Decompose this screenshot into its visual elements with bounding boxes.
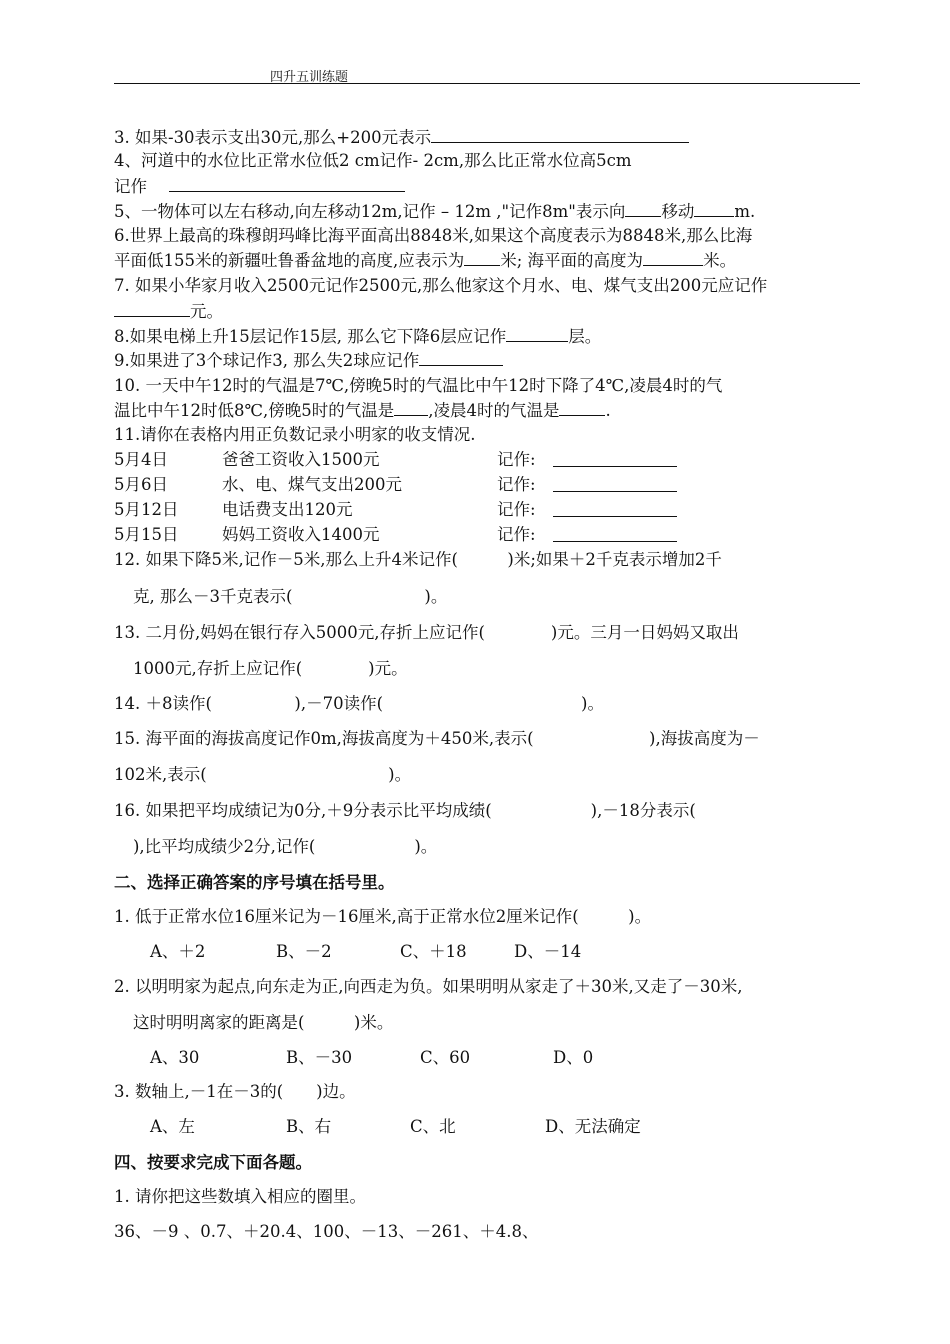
question-text: 移动: [661, 202, 695, 221]
page-header: 四升五训练题: [270, 70, 349, 85]
ledger-item: 电话费支出120元: [222, 500, 353, 519]
question-15: [114, 728, 760, 750]
question-16-cont: [133, 836, 437, 858]
option-c[interactable]: C、＋18: [400, 942, 467, 961]
answer-blank[interactable]: [694, 200, 734, 217]
answer-blank[interactable]: [394, 399, 428, 416]
question-text: 4、河道中的水位比正常水位低2 cm记作- 2cm,那么比正常水位高5cm: [114, 151, 632, 170]
question-5: [114, 200, 755, 223]
choice-question-1: [114, 906, 651, 928]
question-text: 这时明明离家的距离是( )米。: [133, 1013, 394, 1032]
ledger-label: 记作:: [497, 450, 536, 469]
answer-blank[interactable]: [419, 349, 503, 366]
answer-blank[interactable]: [169, 175, 405, 192]
question-text: ),比平均成绩少2分,记作( )。: [133, 837, 438, 856]
question-text: 13. 二月份,妈妈在银行存入5000元,存折上应记作( )元。三月一日妈妈又取出: [114, 623, 739, 642]
ledger-answer-blank[interactable]: [553, 475, 677, 492]
option-c[interactable]: C、60: [420, 1048, 471, 1067]
question-text: 12. 如果下降5米,记作－5米,那么上升4米记作( )米;如果＋2千克表示增加2千: [114, 550, 722, 569]
question-10: [114, 375, 722, 397]
question-text: m.: [734, 202, 756, 221]
question-text: 102米,表示( )。: [114, 765, 412, 784]
question-text: 2. 以明明家为起点,向东走为正,向西走为负。如果明明从家走了＋30米,又走了－30米,: [114, 977, 743, 996]
question-text: 7. 如果小华家月收入2500元记作2500元,那么他家这个月水、电、煤气支出200元应记作: [114, 276, 768, 295]
question-12-cont: [133, 586, 447, 608]
ledger-date: 5月4日: [114, 450, 168, 469]
ledger-date: 5月15日: [114, 525, 179, 544]
option-b[interactable]: B、－2: [276, 942, 332, 961]
question-12: [114, 549, 722, 571]
ledger-item: 爸爸工资收入1500元: [222, 450, 380, 469]
option-d[interactable]: D、0: [553, 1048, 594, 1067]
question-text: 温比中午12时低8℃,傍晚5时的气温是: [114, 401, 395, 420]
ledger-item: 妈妈工资收入1400元: [222, 525, 380, 544]
choice-question-2-cont: [133, 1012, 393, 1034]
choice-question-3: [114, 1081, 356, 1103]
question-16: [114, 800, 696, 822]
question-9: [114, 349, 503, 372]
answer-blank[interactable]: [625, 200, 661, 217]
choice-question-2: [114, 976, 742, 998]
question-text: 米; 海平面的高度为: [500, 251, 644, 270]
option-d[interactable]: D、－14: [514, 942, 582, 961]
question-11: [114, 424, 476, 446]
question-text: 6.世界上最高的珠穆朗玛峰比海平面高出8848米,如果这个高度表示为8848米,那么比海: [114, 226, 753, 245]
answer-blank[interactable]: [506, 325, 568, 342]
option-a[interactable]: A、＋2: [150, 942, 206, 961]
header-rule: [114, 83, 860, 84]
ledger-item: 水、电、煤气支出200元: [222, 475, 402, 494]
question-text: 3. 数轴上,－1在－3的( )边。: [114, 1082, 356, 1101]
question-8: [114, 325, 601, 348]
answer-blank[interactable]: [643, 249, 703, 266]
question-text: 11.请你在表格内用正负数记录小明家的收支情况.: [114, 425, 476, 444]
question-text: 记作: [114, 177, 147, 196]
question-3: [114, 126, 689, 149]
ledger-answer-blank[interactable]: [553, 500, 677, 517]
question-14: [114, 693, 604, 715]
ledger-label: 记作:: [497, 500, 536, 519]
question-text: 8.如果电梯上升15层记作15层, 那么它下降6层应记作: [114, 327, 507, 346]
answer-blank[interactable]: [431, 126, 689, 143]
question-10-cont: [114, 399, 611, 422]
question-4: [114, 150, 631, 172]
question-text: 1. 请你把这些数填入相应的圈里。: [114, 1187, 366, 1206]
number-list-text: 36、－9 、0.7、＋20.4、100、－13、－261、＋4.8、: [114, 1222, 539, 1241]
question-text: ,凌晨4时的气温是: [428, 401, 560, 420]
question-text: 1. 低于正常水位16厘米记为－16厘米,高于正常水位2厘米记作( )。: [114, 907, 652, 926]
ledger-date: 5月12日: [114, 500, 179, 519]
question-text: 14. ＋8读作( ),－70读作( )。: [114, 694, 604, 713]
question-text: 16. 如果把平均成绩记为0分,＋9分表示比平均成绩( ),－18分表示(: [114, 801, 696, 820]
ledger-answer-blank[interactable]: [553, 450, 677, 467]
question-6: [114, 225, 752, 247]
question-13-cont: [133, 658, 408, 680]
ledger-label: 记作:: [497, 475, 536, 494]
number-list: [114, 1221, 538, 1243]
question-text: 层。: [568, 327, 602, 346]
question-text: .: [605, 401, 611, 420]
question-text: 5、一物体可以左右移动,向左移动12m,记作 – 12m ,"记作8m"表示向: [114, 202, 626, 221]
answer-blank[interactable]: [114, 300, 190, 317]
option-a[interactable]: A、30: [150, 1048, 200, 1067]
question-text: 平面低155米的新疆吐鲁番盆地的高度,应表示为: [114, 251, 465, 270]
ledger-label: 记作:: [497, 525, 536, 544]
question-text: 元。: [190, 302, 223, 321]
question-text: 克, 那么－3千克表示( )。: [133, 587, 448, 606]
question-text: 米。: [703, 251, 737, 270]
section-4-heading: 四、按要求完成下面各题。: [114, 1153, 312, 1172]
option-d[interactable]: D、无法确定: [545, 1117, 641, 1136]
question-6-cont: [114, 249, 736, 272]
problem-1: [114, 1186, 366, 1208]
ledger-answer-blank[interactable]: [553, 525, 677, 542]
option-c[interactable]: C、北: [410, 1117, 456, 1136]
question-text: 10. 一天中午12时的气温是7℃,傍晚5时的气温比中午12时下降了4℃,凌晨4时的气: [114, 376, 723, 395]
option-a[interactable]: A、左: [150, 1117, 195, 1136]
question-15-cont: [114, 764, 411, 786]
answer-blank[interactable]: [559, 399, 605, 416]
question-13: [114, 622, 739, 644]
question-text: 15. 海平面的海拔高度记作0m,海拔高度为＋450米,表示( ),海拔高度为－: [114, 729, 760, 748]
answer-blank[interactable]: [464, 249, 500, 266]
option-b[interactable]: B、右: [286, 1117, 332, 1136]
question-7-cont: [114, 300, 223, 323]
section-2-heading: 二、选择正确答案的序号填在括号里。: [114, 873, 395, 892]
question-text: 1000元,存折上应记作( )元。: [133, 659, 408, 678]
question-7: [114, 275, 767, 297]
question-text: 9.如果进了3个球记作3, 那么失2球应记作: [114, 351, 420, 370]
question-4-cont: [114, 175, 405, 198]
question-text: 3. 如果-30表示支出30元,那么+200元表示: [114, 128, 432, 147]
ledger-date: 5月6日: [114, 475, 168, 494]
option-b[interactable]: B、－30: [286, 1048, 353, 1067]
